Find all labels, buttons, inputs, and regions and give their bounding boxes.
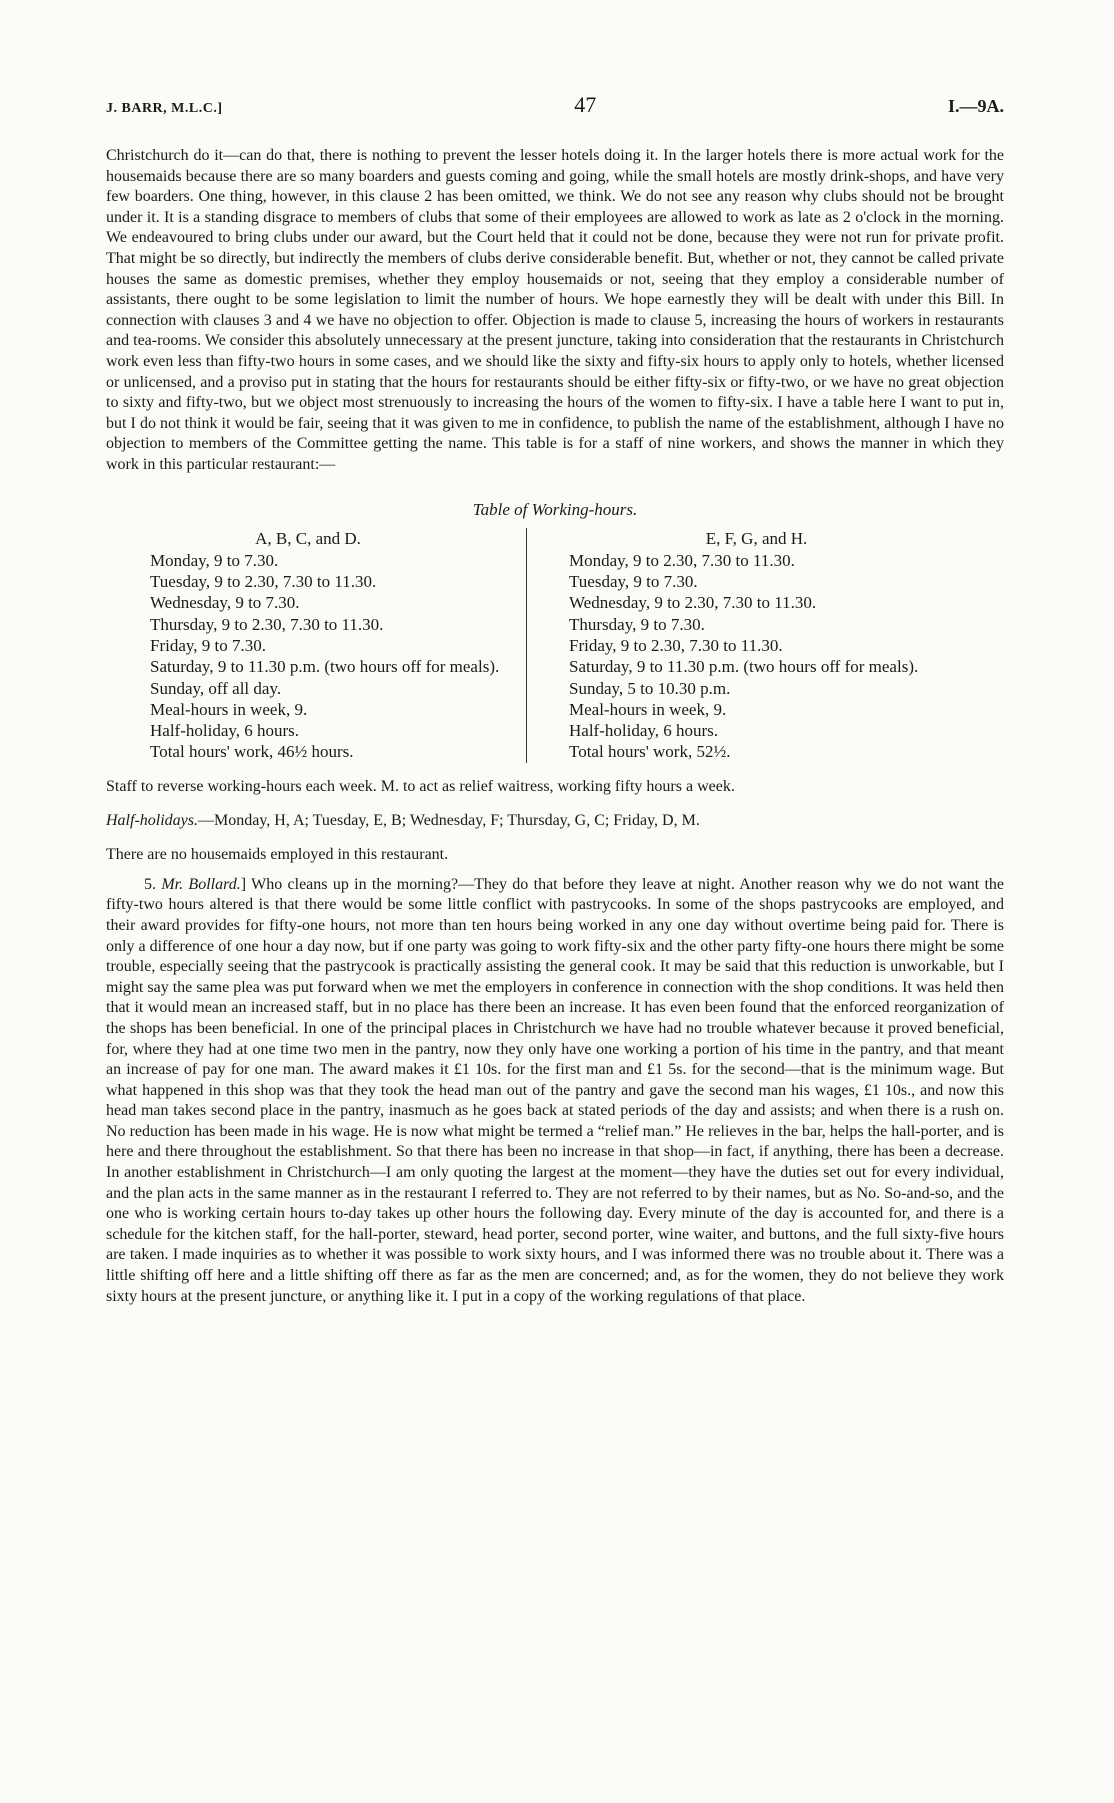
housemaids-note: There are no housemaids employed in this restaurant. — [106, 845, 449, 863]
table-column-abcd — [106, 528, 526, 763]
document-page — [106, 92, 1004, 1307]
working-hours-table — [106, 528, 1004, 763]
table-row: Wednesday, 9 to 2.30, 7.30 to 11.30. — [569, 593, 817, 613]
question-text: ] Who cleans up in the morning? — [240, 875, 459, 893]
table-title: Table of Working-hours. — [472, 499, 638, 519]
table-row: Sunday, 5 to 10.30 p.m. — [569, 678, 731, 698]
table-row: Saturday, 9 to 11.30 p.m. (two hours off for meals). — [150, 657, 500, 677]
table-row: Meal-hours in week, 9. — [150, 699, 308, 719]
staff-note: Staff to reverse working-hours each week. M. to act as relief waitress, working fifty hours a week. — [106, 777, 735, 795]
page-number: 47 — [574, 92, 597, 117]
answer-text: —They do that before they leave at night. Another reason why we do not want the fifty-two hours altered is that there would be some little conflict with pastrycooks. In some of the shops pastrycooks are employed, and their award provides for fifty-one hours, not more than ten hours being worked in any one day without overtime being paid for. There is only a difference of one hour a day now, but if one party was going to work fifty-six and the other party fifty-one hours there might be some trouble, especially seeing that the pastrycook is practically assisting the general cook. It may be said that this reduction is unworkable, but I might say the same plea was put forward when we met the employers in conference in connection with the shop conditions. It was held then that it would mean an increased staff, but in no place has there been an increase. It has even been found that the enforced reorganization of the shops has been beneficial. In one of the principal places in Christchurch we have had no trouble whatever because it proved beneficial, for, where they had at one time two men in the pantry, now they only have one working a portion of his time in the pantry, and that meant an increase of pay for one man. The award makes it £1 10s. for the first man and £1 5s. for the second—that is the minimum wage. But what happened in this shop was that they took the head man out of the pantry and gave the second man his wages, £1 10s., and now this head man takes second place in the pantry, inasmuch as he goes back at stated periods of the day and assists; and when there is a rush on. No reduction has been made in his wage. He is now what might be termed a “relief man.” He relieves in the bar, helps the hall-porter, and is here and there throughout the establishment. So that there has been no increase in that shop—in fact, if anything, there has been a decrease. In another establishment in Christchurch—I am only quoting the largest at the moment—they have the duties set out for every individual, and the plan acts in the same manner as in the restaurant I referred to. They are not referred to by their names, but as No. So-and-so, and the one who is working certain hours to-day takes up other hours the following day. Every minute of the day is accounted for, and there is a schedule for the kitchen staff, for the hall-porter, steward, head porter, second porter, wine waiter, and buttons, and the full sixty-five hours are taken. I made inquiries as to whether it was possible to work sixty hours, and I was informed there was no trouble about it. There was a little shifting off here and a little shifting off there as far as the men are concerned; and, as for the women, they do not believe they work sixty hours at the present juncture, or anything like it. I put in a copy of the working regulations of that place. — [106, 875, 1005, 1305]
paragraph-question-5 — [106, 875, 1004, 1307]
page-header — [106, 92, 1004, 126]
question-number: 5. — [144, 875, 156, 893]
header-speaker: J. BARR, M.L.C.] — [106, 101, 223, 116]
half-holidays-text: —Monday, H, A; Tuesday, E, B; Wednesday, F; Thursday, G, C; Friday, D, M. — [198, 811, 700, 829]
table-row: Half-holiday, 6 hours. — [569, 721, 719, 741]
table-row: Wednesday, 9 to 7.30. — [150, 593, 300, 613]
table-row: Half-holiday, 6 hours. — [150, 721, 300, 741]
table-row: Tuesday, 9 to 2.30, 7.30 to 11.30. — [150, 572, 377, 592]
table-row: Monday, 9 to 7.30. — [150, 550, 279, 570]
table-row: Thursday, 9 to 7.30. — [569, 614, 705, 634]
half-holidays-note — [106, 811, 1004, 831]
header-reference: I.—9A. — [947, 96, 1004, 116]
table-row: Tuesday, 9 to 7.30. — [569, 572, 698, 592]
table-row: Total hours' work, 46½ hours. — [150, 742, 354, 762]
table-row: Meal-hours in week, 9. — [569, 699, 727, 719]
table-row: Sunday, off all day. — [150, 678, 282, 698]
table-row: Thursday, 9 to 2.30, 7.30 to 11.30. — [150, 614, 384, 634]
table-row: Total hours' work, 52½. — [569, 742, 731, 762]
column-heading: E, F, G, and H. — [705, 528, 808, 548]
table-row: Monday, 9 to 2.30, 7.30 to 11.30. — [569, 550, 795, 570]
table-row: Saturday, 9 to 11.30 p.m. (two hours off for meals). — [569, 657, 919, 677]
table-row: Friday, 9 to 2.30, 7.30 to 11.30. — [569, 635, 783, 655]
half-holidays-label: Half-holidays. — [106, 811, 198, 829]
table-column-efgh — [526, 528, 1004, 763]
questioner-name: Mr. Bollard. — [161, 875, 241, 893]
column-heading: A, B, C, and D. — [255, 528, 361, 548]
table-row: Friday, 9 to 7.30. — [150, 635, 267, 655]
paragraph-clauses: Christchurch do it—can do that, there is nothing to prevent the lesser hotels doing it. In the larger hotels there is more actual work for the housemaids because there are so many boarders and guests coming and going, while the small hotels are mostly drink-shops, and have very few boarders. One thing, however, in this clause 2 has been omitted, we think. We do not see any reason why clubs should not be brought under it. It is a standing disgrace to members of clubs that some of their employees are allowed to work as late as 2 o'clock in the morning. We endeavoured to bring clubs under our award, but the Court held that it could not be done, because they were not run for private profit. That might be so directly, but indirectly the members of clubs derive considerable benefit. But, whether or not, they cannot be called private houses the same as domestic premises, whether they employ housemaids or not, seeing that they employ a considerable number of assistants, there ought to be some legislation to limit the number of hours. We hope earnestly they will be dealt with under this Bill. In connection with clauses 3 and 4 we have no objection to offer. Objection is made to clause 5, increasing the hours of workers in restaurants and tea-rooms. We consider this absolutely unnecessary at the present juncture, taking into consideration that the restaurants in Christchurch work even less than fifty-two hours in some cases, and we should like the sixty and fifty-six hours to apply only to hotels, whether licensed or unlicensed, and a proviso put in stating that the hours for restaurants should be either fifty-six or fifty-two, or we have no great objection to sixty and fifty-two, but we object most strenuously to increasing the hours of the women to fifty-six. I have a table here I want to put in, but I do not think it would be fair, seeing that it was given to me in confidence, to publish the name of the establishment, although I have no objection to members of the Committee getting the name. This table is for a staff of nine workers, and shows the manner in which they work in this particular restaurant:— — [106, 147, 1004, 473]
